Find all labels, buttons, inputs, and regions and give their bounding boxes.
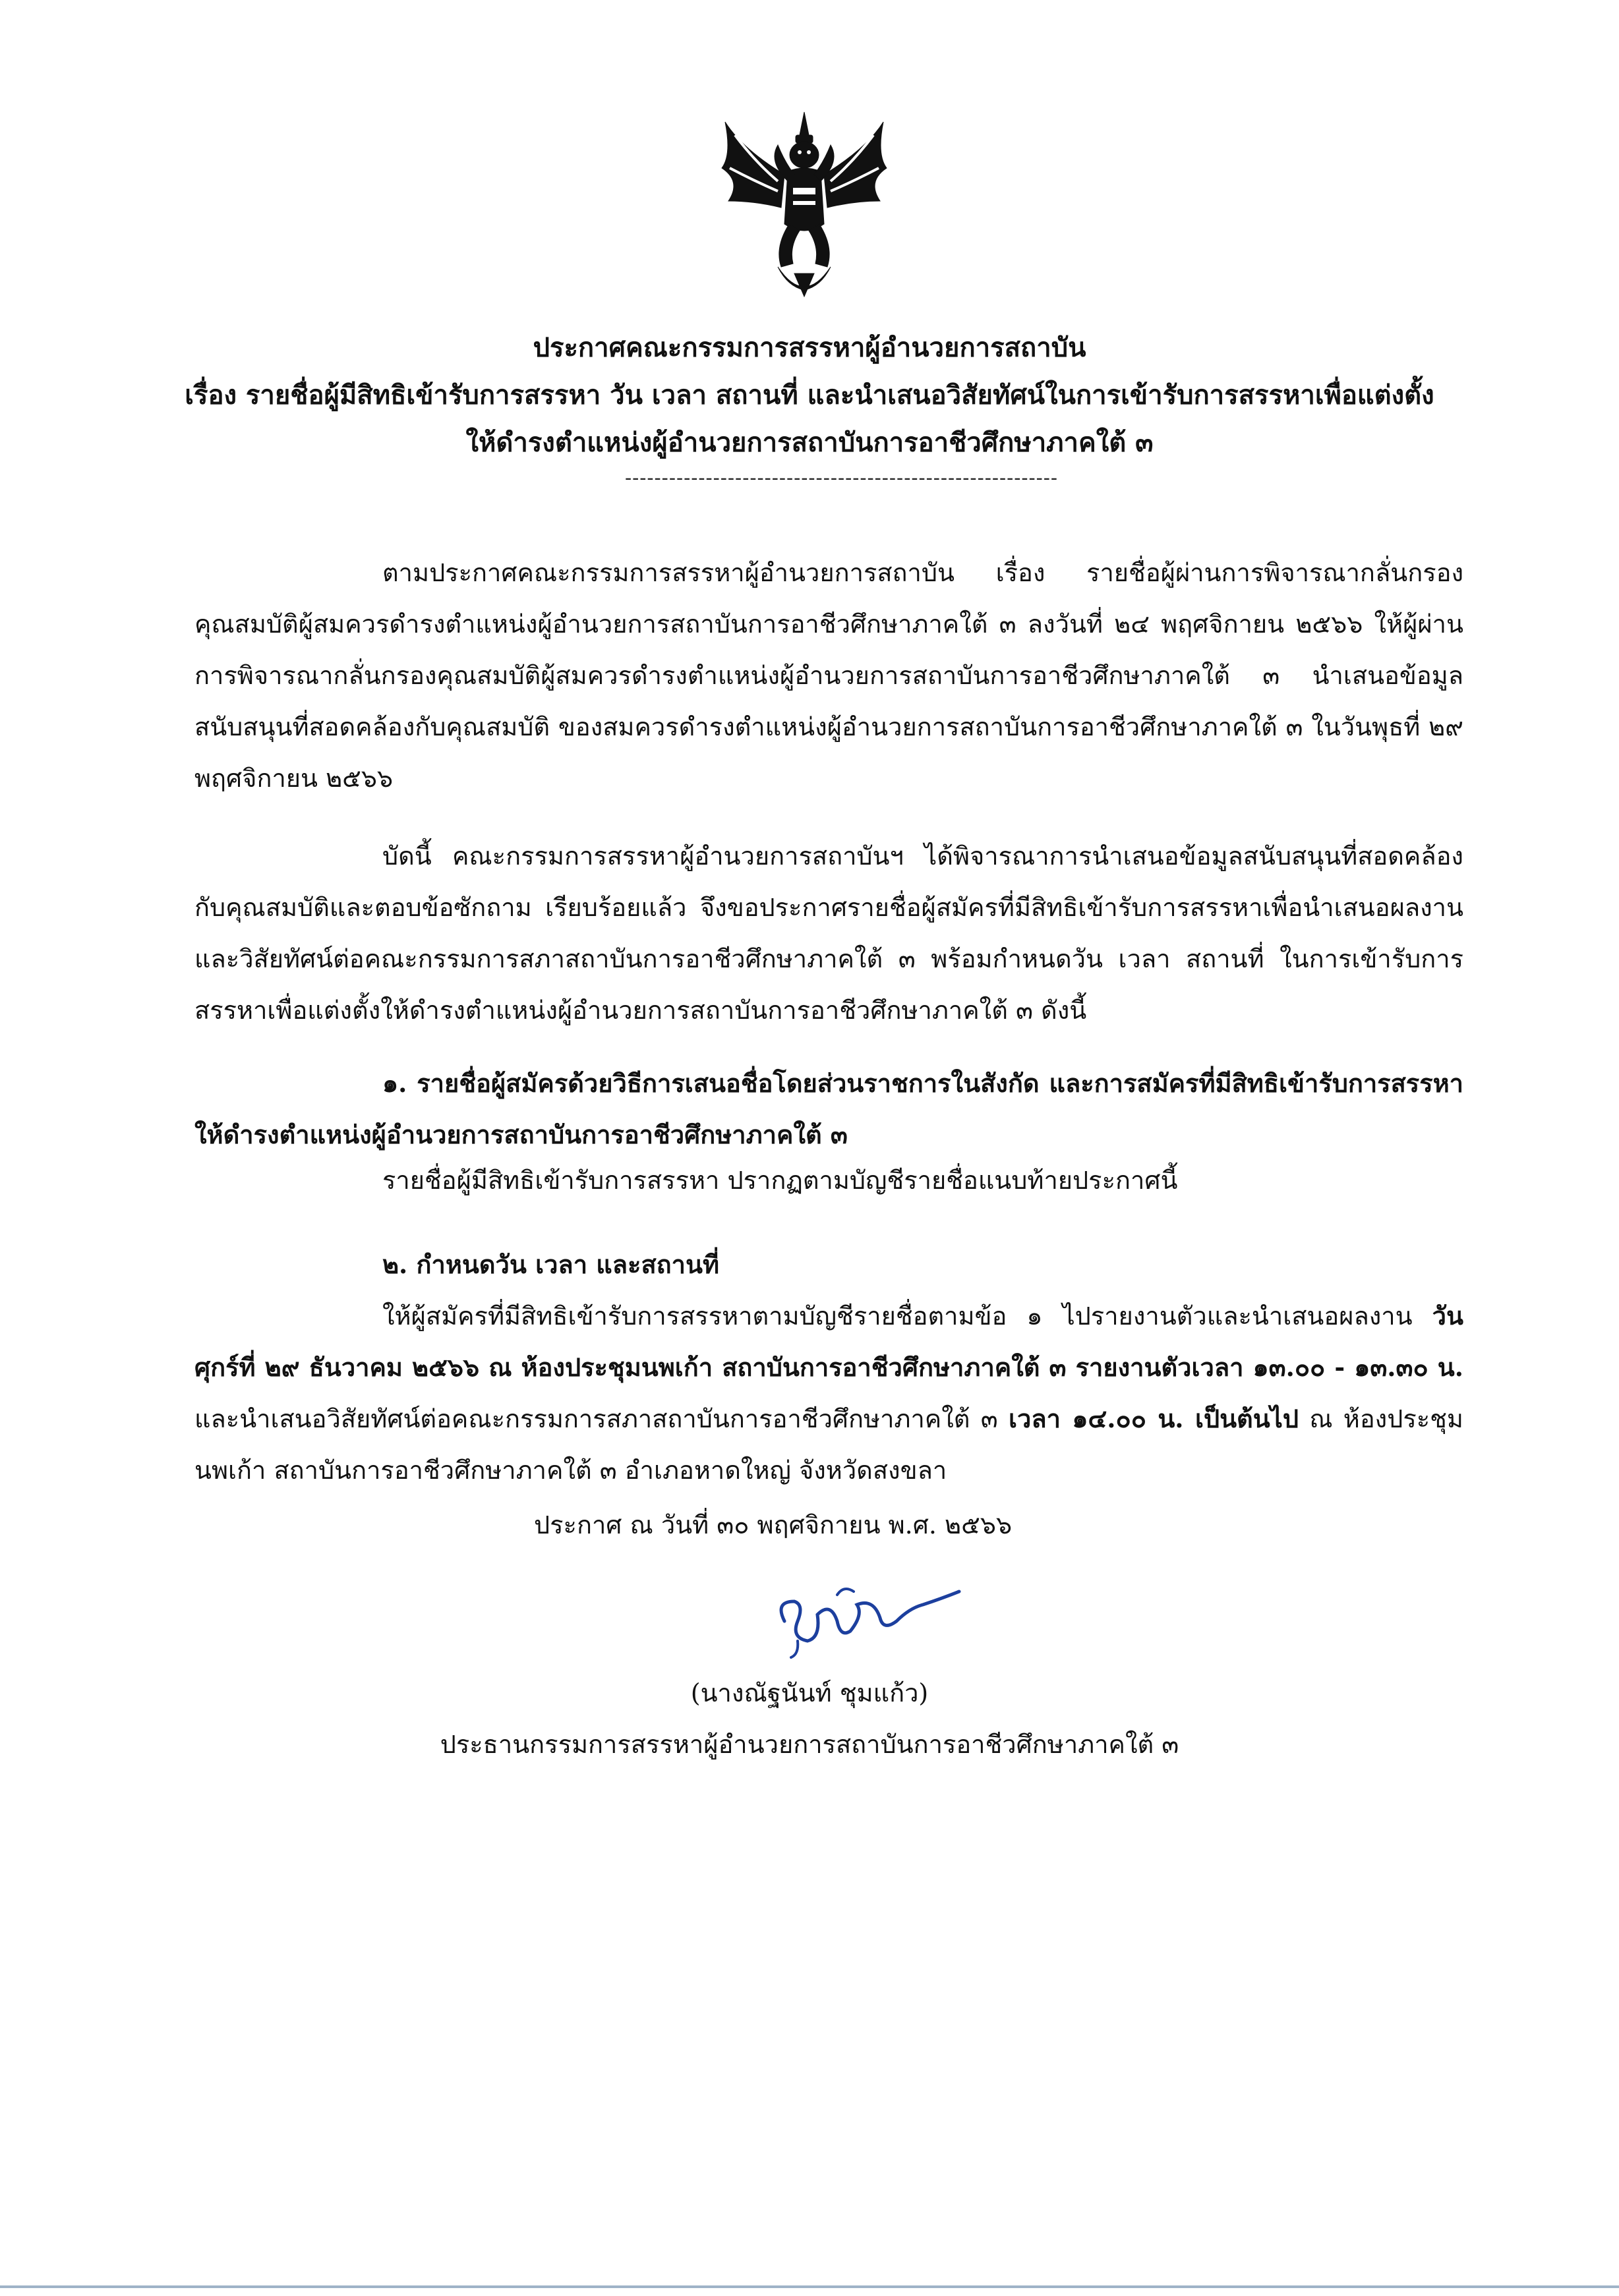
signer-title: ประธานกรรมการสรรหาผู้อำนวยการสถาบันการอาชีวศึกษาภาคใต้ ๓ (440, 1730, 1179, 1759)
section-2-body (194, 1290, 1463, 1496)
announcement-subject-cont: ให้ดำรงตำแหน่งผู้อำนวยการสถาบันการอาชีวศึกษาภาคใต้ ๓ (465, 427, 1154, 458)
section-2-time: เวลา ๑๔.๐๐ น. เป็นต้นไป (1009, 1404, 1299, 1433)
announcement-date: ประกาศ ณ วันที่ ๓๐ พฤศจิกายน พ.ศ. ๒๕๖๖ (534, 1510, 1013, 1539)
section-2-text-e: ณ ห้องประชุมนพเก้า สถาบันการอาชีวศึกษาภาคใต้ ๓ อำเภอหาดใหญ่ จังหวัดสงขลา (194, 1404, 1463, 1485)
paragraph-1: ตามประกาศคณะกรรมการสรรหาผู้อำนวยการสถาบัน เรื่อง รายชื่อผู้ผ่านการพิจารณากลั่นกรองคุณสมบัติผู้สมควรดำรงตำแหน่งผู้อำนวยการสถาบันการอาชีวศึกษาภาคใต้ ๓ ลงวันที่ ๒๔ พฤศจิกายน ๒๕๖๖ ให้ผู้ผ่านการพิจารณากลั่นกรองคุณสมบัติผู้สมควรดำรงตำแหน่งผู้อำนวยการสถาบันการอาชีวศึกษาภาคใต้ ๓ นำเสนอข้อมูลสนับสนุนที่สอดคล้องกับคุณสมบัติ ของสมควรดำรงตำแหน่งผู้อำนวยการสถาบันการอาชีวศึกษาภาคใต้ ๓ ในวันพุธที่ ๒๙ พฤศจิกายน ๒๕๖๖ (194, 558, 1463, 793)
announcement-subject: เรื่อง รายชื่อผู้มีสิทธิเข้ารับการสรรหา วัน เวลา สถานที่ และนำเสนอวิสัยทัศน์ในการเข้ารับการสรรหาเพื่อแต่งตั้ง (185, 380, 1434, 411)
signer-name: (นางณัฐนันท์ ชุมแก้ว) (690, 1679, 929, 1708)
section-2-text-a: ให้ผู้สมัครที่มีสิทธิเข้ารับการสรรหาตามบัญชีรายชื่อตามข้อ ๑ ไปรายงานตัวและนำเสนอผลงาน (382, 1302, 1432, 1331)
section-1-heading: ๑. รายชื่อผู้สมัครด้วยวิธีการเสนอชื่อโดยส่วนราชการในสังกัด และการสมัครที่มีสิทธิเข้ารับการสรรหาให้ดำรงตำแหน่งผู้อำนวยการสถาบันการอาชีวศึกษาภาคใต้ ๓ (194, 1068, 1463, 1149)
signature-image (758, 1575, 969, 1661)
section-2-text-c: และนำเสนอวิสัยทัศน์ต่อคณะกรรมการสภาสถาบันการอาชีวศึกษาภาคใต้ ๓ (194, 1404, 1009, 1433)
section-2-heading: ๒. กำหนดวัน เวลา และสถานที่ (382, 1249, 720, 1279)
announcement-title: ประกาศคณะกรรมการสรรหาผู้อำนวยการสถาบัน (533, 332, 1086, 363)
section-1-note: รายชื่อผู้มีสิทธิเข้ารับการสรรหา ปรากฏตามบัญชีรายชื่อแนบท้ายประกาศนี้ (382, 1166, 1178, 1195)
section-2-date: วันศุกร์ที่ ๒๙ ธันวาคม ๒๕๖๖ ณ ห้องประชุมนพเก้า สถาบันการอาชีวศึกษาภาคใต้ ๓ รายงานตัวเวลา ๑๓.๐๐ - ๑๓.๓๐ น. (194, 1301, 1463, 1382)
paragraph-2: บัดนี้ คณะกรรมการสรรหาผู้อำนวยการสถาบันฯ ได้พิจารณาการนำเสนอข้อมูลสนับสนุนที่สอดคล้องกับคุณสมบัติและตอบข้อซักถาม เรียบร้อยแล้ว จึงขอประกาศรายชื่อผู้สมัครที่มีสิทธิเข้ารับการสรรหาเพื่อนำเสนอผลงานและวิสัยทัศน์ต่อคณะกรรมการสภาสถาบันการอาชีวศึกษาภาคใต้ ๓ พร้อมกำหนดวัน เวลา สถานที่ ในการเข้ารับการสรรหาเพื่อแต่งตั้งให้ดำรงตำแหน่งผู้อำนวยการสถาบันการอาชีวศึกษาภาคใต้ ๓ ดังนี้ (194, 842, 1463, 1025)
garuda-emblem-icon (715, 109, 893, 300)
page-bottom-line (0, 2285, 1619, 2288)
heading-divider: ----------------------------------------------------------- (625, 467, 1059, 490)
